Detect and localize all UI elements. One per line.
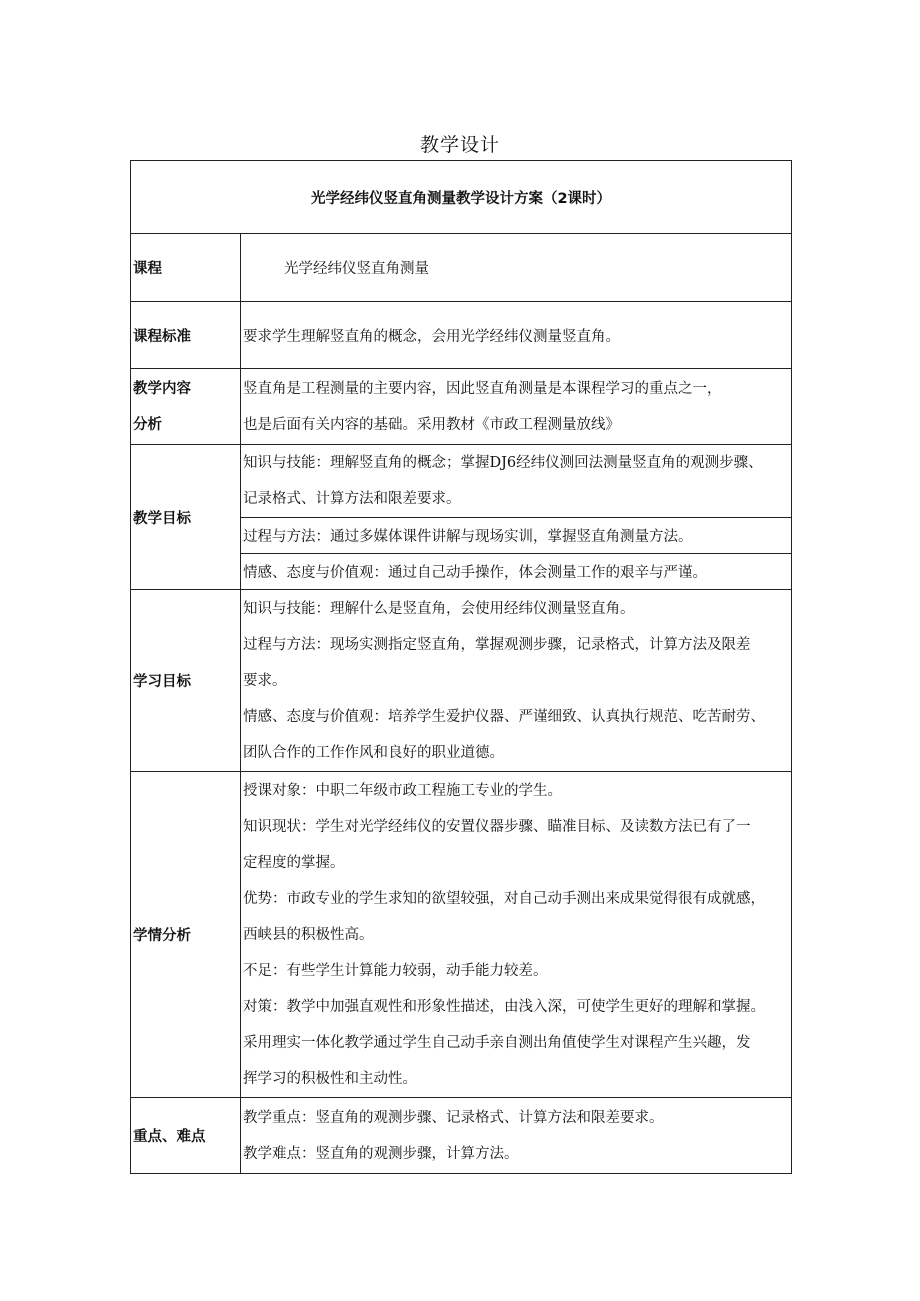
content-analysis-line2: 也是后面有关内容的基础。采用教材《市政工程测量放线》	[243, 416, 620, 433]
student-analysis-line5: 西峡县的积极性高。	[243, 926, 374, 943]
content-analysis-line1: 竖直角是工程测量的主要内容，因此竖直角测量是本课程学习的重点之一，	[243, 380, 722, 397]
content-analysis-row	[131, 369, 792, 445]
teaching-goals-process: 过程与方法：通过多媒体课件讲解与现场实训，掌握竖直角测量方法。	[241, 518, 792, 554]
course-row	[131, 234, 792, 302]
student-analysis-label: 学情分析	[131, 772, 241, 1098]
standard-row	[131, 302, 792, 369]
document-title: 教学设计	[419, 134, 500, 156]
student-analysis-line9: 挥学习的积极性和主动性。	[243, 1070, 417, 1087]
student-analysis-line6: 不足：有些学生计算能力较弱，动手能力较差。	[243, 962, 548, 979]
student-analysis-line2: 知识现状：学生对光学经纬仪的安置仪器步骤、瞄准目标、及读数方法已有了一	[243, 818, 751, 835]
content-analysis-label-line2: 分析	[133, 416, 162, 433]
table-header-row	[131, 161, 792, 234]
teaching-goals-row-knowledge	[131, 445, 792, 518]
key-points-row	[131, 1098, 792, 1174]
learning-goals-value	[241, 590, 792, 772]
student-analysis-value	[241, 772, 792, 1098]
key-points-difficulty: 教学难点：竖直角的观测步骤，计算方法。	[243, 1145, 519, 1162]
course-value: 光学经纬仪竖直角测量	[241, 234, 792, 302]
learning-goals-line4: 情感、态度与价值观：培养学生爱护仪器、严谨细致、认真执行规范、吃苦耐劳、	[243, 708, 765, 725]
table-title: 光学经纬仪竖直角测量教学设计方案（2课时）	[131, 161, 792, 234]
content-analysis-value	[241, 369, 792, 445]
teaching-goals-knowledge	[241, 445, 792, 518]
student-analysis-line1: 授课对象：中职二年级市政工程施工专业的学生。	[243, 782, 562, 799]
student-analysis-row	[131, 772, 792, 1098]
learning-goals-line3: 要求。	[243, 672, 287, 689]
standard-label: 课程标准	[131, 302, 241, 369]
teaching-goals-emotion: 情感、态度与价值观：通过自己动手操作，体会测量工作的艰辛与严谨。	[241, 554, 792, 590]
course-label: 课程	[131, 234, 241, 302]
teaching-goals-knowledge-line2: 记录格式、计算方法和限差要求。	[243, 491, 461, 507]
teaching-goals-label: 教学目标	[131, 445, 241, 590]
key-points-focus: 教学重点：竖直角的观测步骤、记录格式、计算方法和限差要求。	[243, 1109, 664, 1126]
student-analysis-line4: 优势：市政专业的学生求知的欲望较强，对自己动手测出来成果觉得很有成就感，	[243, 890, 765, 907]
teaching-plan-table	[130, 160, 792, 1174]
learning-goals-row	[131, 590, 792, 772]
student-analysis-line3: 定程度的掌握。	[243, 854, 345, 871]
learning-goals-line1: 知识与技能：理解什么是竖直角，会使用经纬仪测量竖直角。	[243, 600, 635, 617]
key-points-value	[241, 1098, 792, 1174]
key-points-label: 重点、难点	[131, 1098, 241, 1174]
student-analysis-line7: 对策：教学中加强直观性和形象性描述，由浅入深，可使学生更好的理解和掌握。	[243, 998, 765, 1015]
teaching-goals-knowledge-line1: 知识与技能：理解竖直角的概念；掌握DJ6经纬仪测回法测量竖直角的观测步骤、	[243, 455, 763, 471]
student-analysis-line8: 采用理实一体化教学通过学生自己动手亲自测出角值使学生对课程产生兴趣，发	[243, 1034, 751, 1051]
standard-value: 要求学生理解竖直角的概念，会用光学经纬仪测量竖直角。	[241, 302, 792, 369]
learning-goals-line2: 过程与方法：现场实测指定竖直角，掌握观测步骤，记录格式，计算方法及限差	[243, 636, 751, 653]
learning-goals-label: 学习目标	[131, 590, 241, 772]
content-analysis-label	[131, 369, 241, 445]
content-analysis-label-line1: 教学内容	[133, 380, 191, 397]
learning-goals-line5: 团队合作的工作作风和良好的职业道德。	[243, 744, 504, 761]
